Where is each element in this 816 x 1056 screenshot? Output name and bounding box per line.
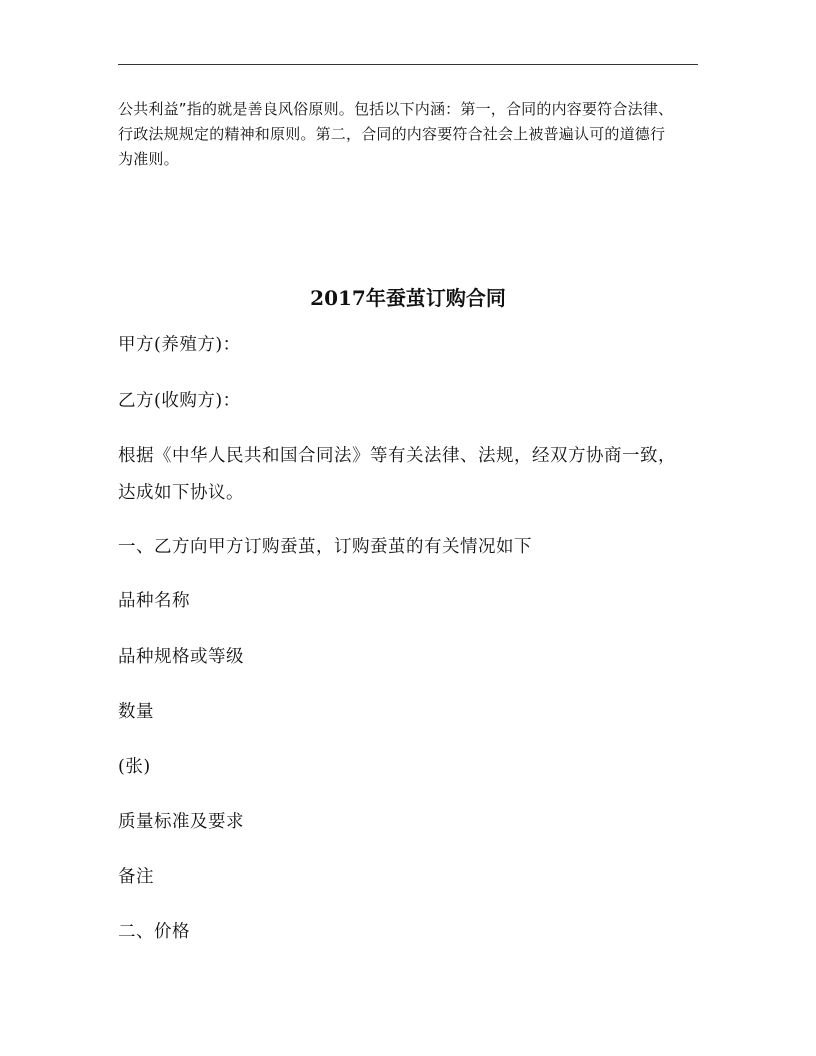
preamble-line-2: 达成如下协议。 (118, 483, 244, 503)
field-variety-spec: 品种规格或等级 (118, 647, 244, 667)
field-variety-name: 品种名称 (118, 591, 190, 611)
intro-line-3: 为准则。 (118, 150, 179, 168)
header-rule (118, 64, 698, 65)
intro-line-2: 行政法规规定的精神和原则。第二，合同的内容要符合社会上被普遍认可的道德行 (118, 125, 666, 143)
field-unit: (张) (118, 757, 151, 777)
party-a: 甲方(养殖方)： (118, 335, 241, 355)
intro-line-1: 公共利益”指的就是善良风俗原则。包括以下内涵：第一，合同的内容要符合法律、 (118, 100, 674, 118)
preamble-line-1: 根据《中华人民共和国合同法》等有关法律、法规，经双方协商一致， (118, 446, 676, 466)
section-2-heading: 二、价格 (118, 922, 190, 942)
field-quality: 质量标准及要求 (118, 812, 244, 832)
field-quantity: 数量 (118, 702, 154, 722)
field-remarks: 备注 (118, 867, 154, 887)
contract-title: 2017年蚕茧订购合同 (310, 286, 506, 310)
party-b: 乙方(收购方)： (118, 391, 241, 411)
section-1-heading: 一、乙方向甲方订购蚕茧，订购蚕茧的有关情况如下 (118, 537, 532, 557)
intro-paragraph (118, 97, 703, 172)
